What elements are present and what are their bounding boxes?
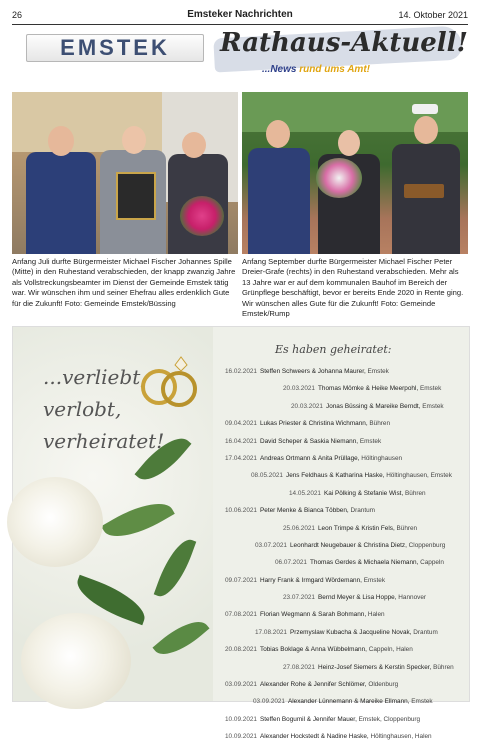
place: Höltinghausen bbox=[361, 454, 403, 462]
couple-names: Leonhardt Neugebauer & Christina Dietz, bbox=[290, 541, 407, 549]
marriage-date: 20.08.2021 bbox=[225, 646, 257, 654]
photo-retirement-dreier-grafe bbox=[242, 92, 468, 254]
marriage-date: 20.03.2021 bbox=[283, 385, 315, 393]
marriage-date: 10.09.2021 bbox=[225, 715, 257, 723]
issue-date: 14. Oktober 2021 bbox=[398, 10, 468, 20]
emstek-logo bbox=[26, 34, 204, 62]
marriage-date: 03.07.2021 bbox=[255, 541, 287, 549]
place: Bühren bbox=[433, 663, 454, 671]
place: Bühren bbox=[396, 524, 418, 532]
marriage-date: 27.08.2021 bbox=[283, 663, 315, 671]
place: Emstek bbox=[367, 368, 389, 375]
marriage-date: 03.09.2021 bbox=[253, 698, 285, 706]
place: Emstek, Cloppenburg bbox=[358, 715, 421, 723]
married-list-heading: Es haben geheiratet: bbox=[275, 343, 392, 356]
marriage-date: 03.09.2021 bbox=[225, 681, 257, 689]
wedding-announcements bbox=[12, 326, 470, 741]
place: Bühren bbox=[405, 489, 426, 497]
couple-names: Tobias Boklage & Anna Wübbelmann, bbox=[260, 646, 367, 654]
list-item bbox=[203, 450, 465, 467]
marriage-date: 16.04.2021 bbox=[225, 437, 257, 445]
couple-names: Thomas Mömke & Heike Meerpohl, bbox=[318, 385, 419, 393]
couple-names: Florian Wegmann & Sarah Bohmann, bbox=[260, 611, 367, 619]
marriage-date: 07.08.2021 bbox=[225, 611, 257, 619]
place: Drantum bbox=[350, 507, 375, 515]
list-item bbox=[203, 433, 465, 450]
caption-right: Anfang September durfte Bürgermeister Michael Fischer Peter Dreier-Grafe (rechts) in den Ruhestand verabschieden. Mehr als 13 Jahre war er auf dem kommunalen Bauhof im Bereich der Grünpflege beschäftigt, bevor er bereits Ende 2020 in Rente ging. Wir wünschen alles Gute für die Zukunft! Foto: Gemeinde Emstek/Rump bbox=[242, 257, 464, 319]
couple-names: Leon Trimpe & Kristin Fels, bbox=[318, 524, 395, 532]
list-item bbox=[203, 641, 465, 658]
section-tagline: ...News rund ums Amt! bbox=[262, 64, 370, 75]
list-item bbox=[203, 624, 465, 641]
place: Cloppenburg bbox=[408, 541, 446, 549]
list-item bbox=[203, 589, 465, 606]
place: Hannover bbox=[398, 594, 427, 602]
couple-names: Steffen Bogumil & Jennifer Mauer, bbox=[260, 715, 357, 723]
list-item bbox=[203, 502, 465, 519]
couple-names: Jens Feldhaus & Katharina Haske, bbox=[286, 472, 385, 480]
place: Emstek bbox=[419, 385, 442, 393]
list-item bbox=[203, 520, 465, 537]
place: Cappeln bbox=[420, 559, 444, 567]
wedding-rings-icon bbox=[135, 351, 205, 411]
list-item bbox=[203, 363, 465, 380]
couple-names: Thomas Gerdes & Michaela Niemann, bbox=[310, 559, 419, 567]
list-item bbox=[203, 485, 465, 502]
marriage-date: 14.05.2021 bbox=[289, 489, 321, 497]
couple-names: Andreas Ortmann & Anita Prüllage, bbox=[260, 454, 360, 462]
page-header bbox=[12, 8, 468, 25]
place: Drantum bbox=[413, 628, 438, 636]
place: Halen bbox=[367, 611, 385, 619]
place: Emstek bbox=[359, 437, 382, 445]
couple-names: David Scheper & Saskia Niemann, bbox=[260, 437, 359, 445]
couple-names: Bernd Meyer & Lisa Hoppe, bbox=[318, 594, 397, 602]
caption-left: Anfang Juli durfte Bürgermeister Michael Fischer Johannes Spille (Mitte) in den Ruhestand verabschieden, der knapp zwanzig Jahre als Vollstreckungsbeamter im Dienst der Gemeinde Emstek tätig war. Wir wünschen ihm und seiner Ehefrau alles erdenklich Gute für die Zukunft! Foto: Gemeinde Emstek/Büssing bbox=[12, 257, 236, 308]
marriage-date: 17.08.2021 bbox=[255, 628, 287, 636]
place: Emstek bbox=[363, 576, 386, 584]
list-item bbox=[203, 415, 465, 432]
newspaper-title: Emsteker Nachrichten bbox=[187, 9, 293, 20]
list-item bbox=[203, 711, 465, 728]
couple-names: Alexander Lünnemann & Mareike Ellmann, bbox=[288, 698, 410, 706]
couple-names: Harry Frank & Irmgard Wördemann, bbox=[260, 576, 362, 584]
list-item bbox=[203, 554, 465, 571]
white-rose bbox=[7, 477, 103, 567]
section-headline: Rathaus-Aktuell! bbox=[220, 28, 468, 58]
couple-names: Peter Menke & Bianca Többen, bbox=[260, 507, 349, 515]
list-item bbox=[203, 693, 465, 710]
couple-names: Kai Pölking & Stefanie Wist, bbox=[324, 489, 404, 497]
list-item bbox=[203, 572, 465, 589]
marriage-date: 16.02.2021 bbox=[225, 368, 257, 375]
marriage-date: 06.07.2021 bbox=[275, 559, 307, 567]
couple-names: Jonas Büssing & Mareike Berndt, bbox=[326, 402, 421, 410]
list-item bbox=[203, 659, 465, 676]
white-rose bbox=[21, 613, 131, 709]
place: Höltinghausen, Halen bbox=[370, 733, 432, 741]
list-item bbox=[203, 467, 465, 484]
marriage-date: 10.06.2021 bbox=[225, 507, 257, 515]
list-item bbox=[203, 398, 465, 415]
place: Oldenburg bbox=[368, 681, 399, 689]
logo-text: EMSTEK bbox=[60, 35, 170, 60]
couple-names: Alexander Hockstedt & Nadine Haske, bbox=[260, 733, 369, 741]
couple-names: Steffen Schweers & Johanna Maurer, bbox=[260, 368, 366, 375]
married-list bbox=[203, 363, 465, 746]
marriage-date: 20.03.2021 bbox=[291, 402, 323, 410]
page-number: 26 bbox=[12, 10, 23, 20]
marriage-date: 17.04.2021 bbox=[225, 454, 257, 462]
marriage-date: 09.04.2021 bbox=[225, 420, 257, 428]
marriage-date: 10.09.2021 bbox=[225, 733, 257, 741]
place: Cappeln, Halen bbox=[368, 646, 413, 654]
couple-names: Alexander Rohe & Jennifer Schlömer, bbox=[260, 681, 367, 689]
marriage-date: 25.06.2021 bbox=[283, 524, 315, 532]
place: Höltinghausen, Emstek bbox=[386, 472, 452, 480]
marriage-date: 08.05.2021 bbox=[251, 472, 283, 480]
list-item bbox=[203, 728, 465, 745]
couple-names: Lukas Priester & Christina Wichmann, bbox=[260, 420, 368, 428]
couple-names: Heinz-Josef Siemers & Kerstin Specker, bbox=[318, 663, 432, 671]
place: Bühren bbox=[369, 420, 391, 428]
couple-names: Przemyslaw Kubacha & Jacqueline Novak, bbox=[290, 628, 412, 636]
place: Emstek bbox=[411, 698, 433, 706]
marriage-date: 09.07.2021 bbox=[225, 576, 257, 584]
photo-retirement-spille bbox=[12, 92, 238, 254]
list-item bbox=[203, 380, 465, 397]
list-item bbox=[203, 676, 465, 693]
marriage-date: 23.07.2021 bbox=[283, 594, 315, 602]
script-verse: ...verliebt, verlobt, verheiratet! bbox=[43, 365, 165, 453]
list-item bbox=[203, 537, 465, 554]
list-item bbox=[203, 606, 465, 623]
place: Emstek bbox=[422, 402, 444, 410]
